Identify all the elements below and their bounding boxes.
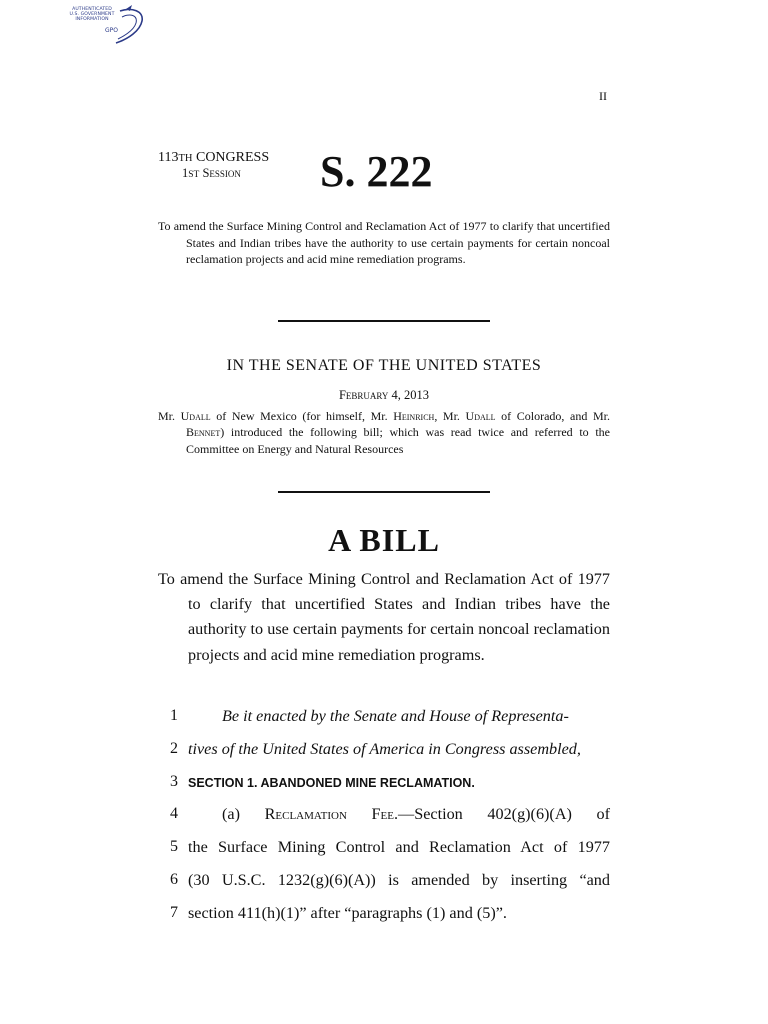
line-number: 1 <box>170 707 178 724</box>
divider-rule <box>278 491 490 493</box>
line-number: 6 <box>170 871 178 888</box>
senate-heading: IN THE SENATE OF THE UNITED STATES <box>226 357 542 374</box>
gpo-seal-text: AUTHENTICATED U.S. GOVERNMENT INFORMATION <box>69 7 115 23</box>
section-heading: SECTION 1. ABANDONED MINE RECLAMATION. <box>188 776 475 790</box>
bill-summary: To amend the Surface Mining Control and Reclamation Act of 1977 to clarify that uncertified States and Indian tribes have the authority to use certain payments for certain noncoal reclamation projects and acid mine remediation programs. <box>158 219 610 267</box>
divider-rule <box>278 320 490 322</box>
bill-text-line: section 411(h)(1)” after “paragraphs (1) and (5)”. <box>188 904 507 922</box>
bill-title: A BILL <box>328 522 440 558</box>
congress-label: 113TH CONGRESS <box>158 150 270 165</box>
line-number: 5 <box>170 838 178 855</box>
bill-text-line: the Surface Mining Control and Reclamation Act of 1977 <box>188 838 610 856</box>
line-number: 7 <box>170 904 178 921</box>
bill-purpose: To amend the Surface Mining Control and Reclamation Act of 1977 to clarify that uncertified States and Indian tribes have the authority to use certain payments for certain noncoal reclamation projects and acid mine remediation programs. <box>158 570 610 664</box>
introduction-date: February 4, 2013 <box>338 388 430 402</box>
bill-text-line: (a) Reclamation Fee.—Section 402(g)(6)(A) of <box>222 805 611 823</box>
introduction-text: Mr. Udall of New Mexico (for himself, Mr. Heinrich, Mr. Udall of Colorado, and Mr. Bennet) introduced the following bill; which was read twice and referred to the Committee on Energy and Natural Resources <box>158 409 610 456</box>
enacting-clause-line: tives of the United States of America in Congress assembled, <box>188 740 581 758</box>
session-label: 1ST Session <box>182 166 241 180</box>
bill-stage-mark: II <box>599 89 607 103</box>
bill-text-line: (30 U.S.C. 1232(g)(6)(A)) is amended by inserting “and <box>188 871 610 889</box>
enacting-clause-line: Be it enacted by the Senate and House of Representa- <box>222 707 569 725</box>
line-number: 2 <box>170 740 178 757</box>
bill-number: S. 222 <box>320 147 433 196</box>
line-number: 3 <box>170 773 178 790</box>
line-number: 4 <box>170 805 178 822</box>
gpo-label: GPO <box>105 27 118 34</box>
